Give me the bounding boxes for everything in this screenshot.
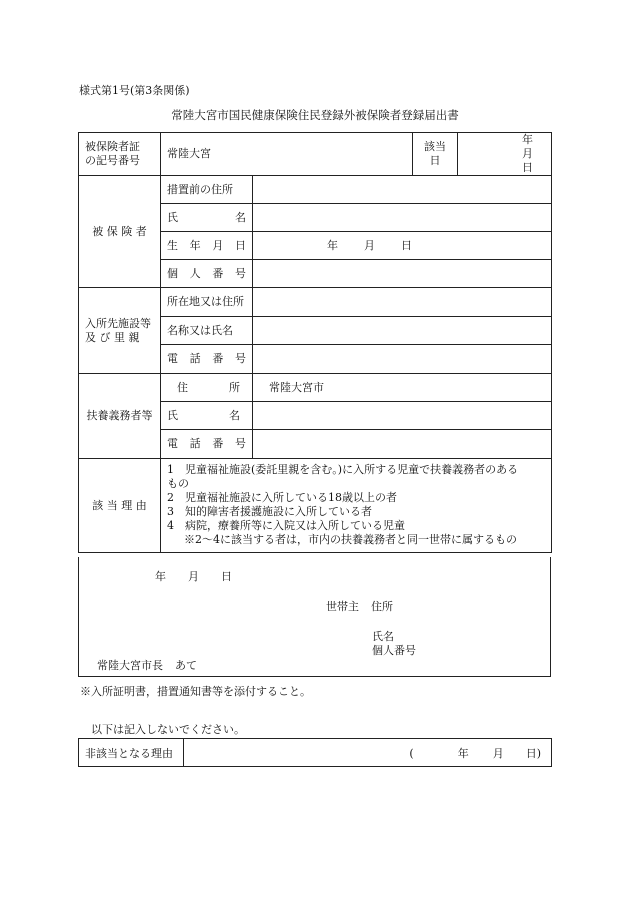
non-applicable-reason-label: 非該当となる理由 [79,739,184,767]
householder-label: 世帯主 [326,600,359,613]
birthdate-year: 年 [327,238,338,252]
insured-name-label: 氏 名 [161,204,253,232]
insurance-id-label-line2: の記号番号 [85,154,140,167]
office-date-day: 日) [525,746,541,760]
facility-address-field[interactable] [253,288,552,317]
insurance-id-value: 常陸大宮 [167,147,211,160]
supporter-address-value: 常陸大宮市 [269,380,324,394]
supporter-label: 扶養義務者等 [79,374,161,459]
insured-mynumber-field[interactable] [253,260,552,288]
householder-address-label: 住所 [371,600,393,613]
applicable-date-day: 日 [522,161,533,174]
applicable-date-label: 該当日 [413,133,458,176]
applicable-date-field[interactable] [458,133,552,176]
reason-item-continuation: もの [167,477,189,490]
office-use-table [78,738,552,767]
reason-note: ※2～4に該当する者は，市内の扶養義務者と同一世帯に属するもの [184,533,517,546]
facility-label: 入所先施設等 及 び 里 親 [79,288,161,374]
facility-phone-field[interactable] [253,345,552,374]
reason-label: 該 当 理 由 [79,459,161,553]
office-date-month: 月 [492,746,504,760]
insured-name-field[interactable] [253,204,552,232]
supporter-name-field[interactable] [253,402,552,430]
facility-name-label: 名称又は氏名 [161,317,253,345]
supporter-address-label: 住 所 [161,374,253,402]
submission-date[interactable]: 年 月 日 [155,570,232,583]
householder-mynumber-label[interactable]: 個人番号 [372,644,416,657]
signature-box [78,557,551,677]
addressee-to: あて [175,659,197,672]
document-title: 常陸大宮市国民健康保険住民登録外被保険者登録届出書 [171,108,459,122]
non-applicable-reason-field[interactable] [184,739,552,767]
insurance-id-row [79,133,552,176]
insured-mynumber-label: 個 人 番 号 [161,260,253,288]
householder-name-label[interactable]: 氏名 [372,630,394,643]
attachment-note: ※入所証明書，措置通知書等を添付すること。 [80,685,311,698]
office-date-year: 年 [457,746,469,760]
supporter-phone-field[interactable] [253,430,552,459]
supporter-address-field[interactable] [253,374,552,402]
applicable-date-month: 月 [522,147,533,160]
addressee-city: 常陸大宮市長 [97,659,163,672]
reason-item[interactable]: 2 児童福祉施設に入所している18歳以上の者 [167,491,397,504]
birthdate-label: 生 年 月 日 [161,232,253,260]
birthdate-month: 月 [364,238,375,252]
reason-item[interactable]: 1 児童福祉施設(委託里親を含む。)に入所する児童で扶養義務者のある [167,463,519,476]
office-use-note: 以下は記入しないでください。 [91,723,245,736]
supporter-name-label: 氏 名 [161,402,253,430]
insurance-id-label-line1: 被保険者証 [85,140,140,153]
birthdate-field[interactable] [253,232,552,260]
facility-address-label: 所在地又は住所 [161,288,253,317]
birthdate-day: 日 [401,238,412,252]
addressee [97,657,209,673]
prev-address-label: 措置前の住所 [161,176,253,204]
form-number: 様式第1号(第3条関係) [79,84,190,97]
insurance-id-label [79,133,161,176]
reason-item[interactable]: 4 病院，療養所等に入院又は入所している児童 [167,519,405,532]
householder-address[interactable] [326,598,405,614]
applicable-date-year: 年 [522,133,533,146]
prev-address-field[interactable] [253,176,552,204]
insured-person-label: 被 保 険 者 [79,176,161,288]
registration-table [78,132,552,553]
insurance-id-field[interactable] [161,133,413,176]
facility-name-field[interactable] [253,317,552,345]
reason-list [161,459,552,553]
facility-phone-label: 電 話 番 号 [161,345,253,374]
office-date-open: ( [409,746,414,760]
supporter-phone-label: 電 話 番 号 [161,430,253,459]
reason-item[interactable]: 3 知的障害者援護施設に入所している者 [167,505,372,518]
